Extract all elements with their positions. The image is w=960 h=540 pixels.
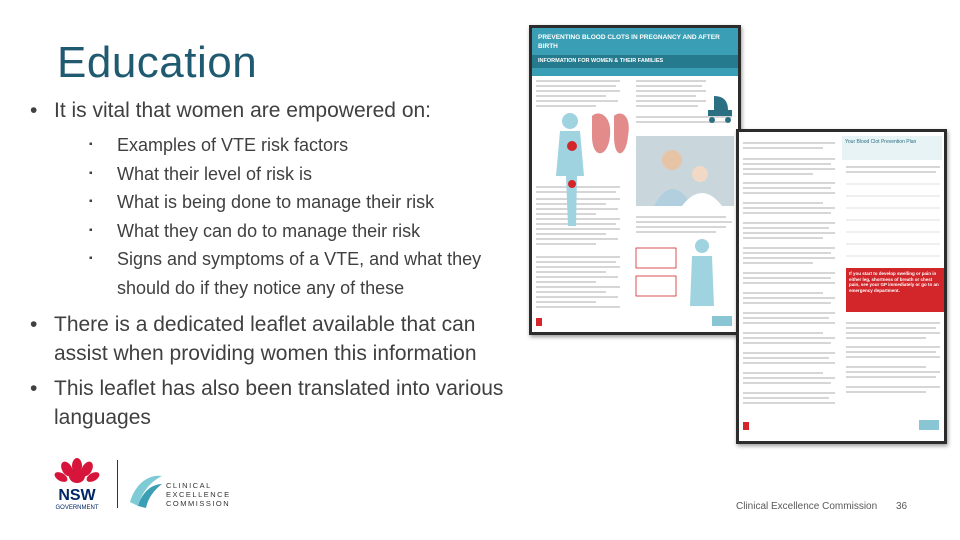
waratah-icon: [50, 456, 105, 512]
bullet-glyph: •: [30, 377, 38, 400]
nsw-sub-label: GOVERNMENT: [55, 505, 99, 511]
page-number: 36: [896, 501, 908, 512]
leaflet-header: [532, 28, 738, 76]
bullet-text: It is vital that women are empowered on:: [54, 99, 432, 122]
sub-bullet-glyph: ▪: [89, 139, 93, 150]
leaflet-front-illustration: [532, 76, 738, 332]
plan-heading: Your Blood Clot Prevention Plan: [842, 136, 942, 160]
sub-bullet-text: Examples of VTE risk factors: [117, 135, 349, 155]
slide-title: Education: [57, 38, 258, 87]
nsw-label: NSW: [58, 487, 96, 504]
sub-bullet-item: [90, 245, 520, 302]
bullet-text: This leaflet has also been translated into various languages: [54, 377, 504, 429]
bullet-item: [30, 310, 520, 368]
cec-wave-icon: [128, 468, 164, 508]
leaflet-back-lines: [739, 132, 944, 441]
sub-bullet-text: What is being done to manage their risk: [117, 192, 435, 212]
sub-bullet-glyph: ▪: [89, 196, 93, 207]
leaflet-subheading: INFORMATION FOR WOMEN & THEIR FAMILIES: [532, 55, 738, 68]
leaflet-heading: PREVENTING BLOOD CLOTS IN PREGNANCY AND AFTER BIRTH: [538, 34, 720, 50]
sub-bullet-item: [90, 188, 520, 217]
sub-bullet-text: Signs and symptoms of a VTE, and what they should do if they notice any of these: [117, 249, 482, 298]
sub-bullet-glyph: ▪: [89, 253, 93, 264]
bullet-item: [30, 96, 520, 125]
bullet-item: [30, 374, 520, 432]
slide-body: [30, 96, 520, 432]
sub-bullet-glyph: ▪: [89, 224, 93, 236]
cec-logo: [128, 468, 164, 513]
bullet-glyph: •: [30, 313, 38, 336]
sub-bullet-item: [90, 217, 520, 246]
logo-divider: [117, 460, 118, 508]
nsw-government-logo: [50, 456, 105, 512]
sub-bullet-list: [90, 131, 520, 302]
footer-org: Clinical Excellence Commission: [736, 501, 878, 512]
sub-bullet-glyph: ▪: [89, 167, 93, 179]
sub-bullet-text: What they can do to manage their risk: [117, 220, 421, 241]
leaflet-back-thumbnail: [736, 129, 947, 444]
sub-bullet-item: [90, 160, 520, 189]
bullet-glyph: •: [30, 99, 38, 122]
leaflet-front-thumbnail: [529, 25, 741, 335]
sub-bullet-item: [90, 131, 520, 160]
plan-alert-box: If you start to develop swelling or pain in either leg, shortness of breath or chest pain, see your GP immediately or go to an emergency department.: [846, 268, 944, 312]
sub-bullet-text: What their level of risk is: [117, 163, 313, 184]
bullet-text: There is a dedicated leaflet available that can assist when providing women this information: [54, 313, 477, 365]
cec-logo-text: CLINICAL EXCELLENCE COMMISSION: [166, 481, 231, 508]
